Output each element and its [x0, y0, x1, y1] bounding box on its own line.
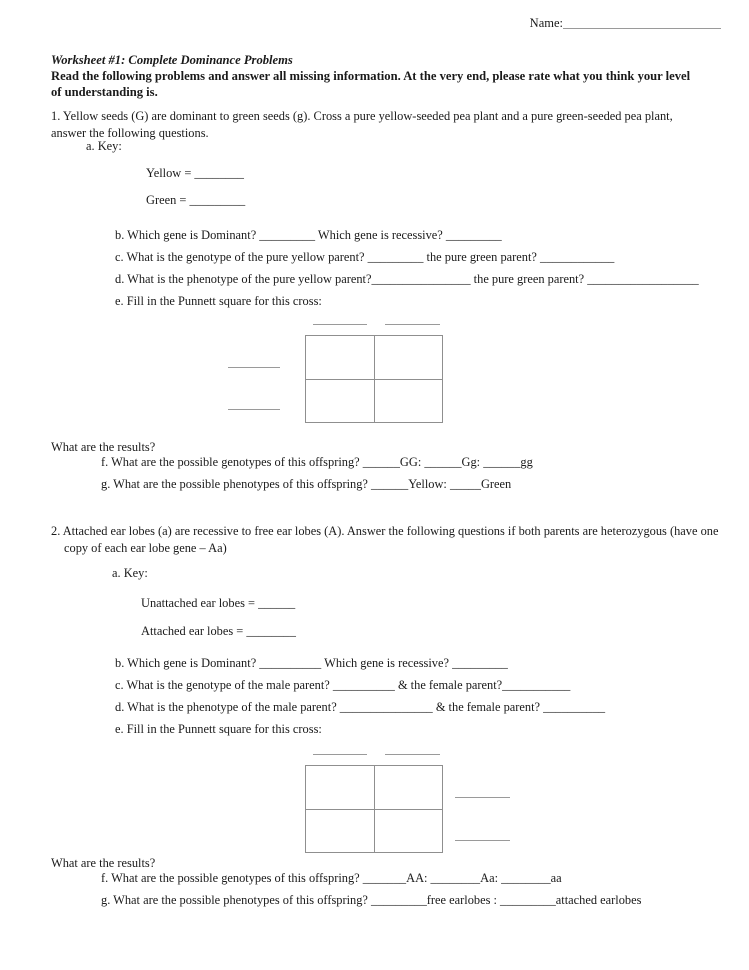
question-1-part-c[interactable]: c. What is the genotype of the pure yellow parent? _________ the pure green parent? ____________: [115, 250, 615, 264]
question-1-punnett-top-blank-2[interactable]: [385, 324, 440, 325]
question-1-punnett-left-blank-2[interactable]: [228, 409, 280, 410]
question-2-punnett-top-blank-1[interactable]: [313, 754, 367, 755]
punnett-horizontal-divider: [306, 809, 442, 810]
worksheet-instructions: Read the following problems and answer all missing information. At the very end, please rate what you think your level of understanding is.: [51, 69, 691, 100]
worksheet-header: [51, 52, 699, 100]
question-2-key-label: a. Key:: [112, 566, 148, 580]
question-2-part-f[interactable]: f. What are the possible genotypes of this offspring? _______AA: ________Aa: ________aa: [101, 871, 562, 885]
name-field-blank[interactable]: [563, 28, 721, 29]
question-1-part-d[interactable]: d. What is the phenotype of the pure yellow parent?________________ the pure green parent? __________________: [115, 272, 699, 286]
question-2-punnett-right-blank-2[interactable]: [455, 840, 510, 841]
question-2-part-d[interactable]: d. What is the phenotype of the male parent? _______________ & the female parent? __________: [115, 700, 606, 714]
question-2-key-unattached[interactable]: Unattached ear lobes = ______: [141, 596, 296, 610]
question-1-part-b[interactable]: b. Which gene is Dominant? _________ Which gene is recessive? _________: [115, 228, 502, 242]
question-2-intro: 2. Attached ear lobes (a) are recessive to free ear lobes (A). Answer the following questions if both parents are heterozygous (have one copy of each ear lobe gene – Aa): [51, 524, 719, 555]
question-1-punnett-left-blank-1[interactable]: [228, 367, 280, 368]
question-1-punnett-top-blank-1[interactable]: [313, 324, 367, 325]
question-2-part-e: e. Fill in the Punnett square for this cross:: [115, 722, 322, 736]
page-title: Worksheet #1: Complete Dominance Problems: [51, 53, 293, 67]
name-field-row: [530, 16, 721, 31]
question-1-key-yellow[interactable]: Yellow = ________: [146, 166, 244, 180]
question-1-intro: 1. Yellow seeds (G) are dominant to green seeds (g). Cross a pure yellow-seeded pea plant and a pure green-seeded pea plant, answer the following questions.: [51, 109, 673, 140]
question-2-punnett-top-blank-2[interactable]: [385, 754, 440, 755]
question-2-part-c[interactable]: c. What is the genotype of the male parent? __________ & the female parent?___________: [115, 678, 571, 692]
question-2-results-label: What are the results?: [51, 856, 156, 870]
punnett-horizontal-divider: [306, 379, 442, 380]
name-field-label: Name:: [529, 16, 563, 30]
question-2-key-attached[interactable]: Attached ear lobes = ________: [141, 624, 296, 638]
question-1-part-f[interactable]: f. What are the possible genotypes of this offspring? ______GG: ______Gg: ______gg: [101, 455, 533, 469]
question-1-results-label: What are the results?: [51, 440, 156, 454]
question-1-punnett-square[interactable]: [305, 335, 443, 423]
question-2-part-g[interactable]: g. What are the possible phenotypes of this offspring? _________free earlobes : _________attached earlobes: [101, 893, 642, 907]
question-1-key-label: a. Key:: [86, 139, 122, 153]
question-1-part-e: e. Fill in the Punnett square for this cross:: [115, 294, 322, 308]
question-1-key-green[interactable]: Green = _________: [146, 193, 246, 207]
question-2-part-b[interactable]: b. Which gene is Dominant? __________ Which gene is recessive? _________: [115, 656, 508, 670]
question-1-part-g[interactable]: g. What are the possible phenotypes of this offspring? ______Yellow: _____Green: [101, 477, 512, 491]
question-2-punnett-square[interactable]: [305, 765, 443, 853]
question-2-punnett-right-blank-1[interactable]: [455, 797, 510, 798]
